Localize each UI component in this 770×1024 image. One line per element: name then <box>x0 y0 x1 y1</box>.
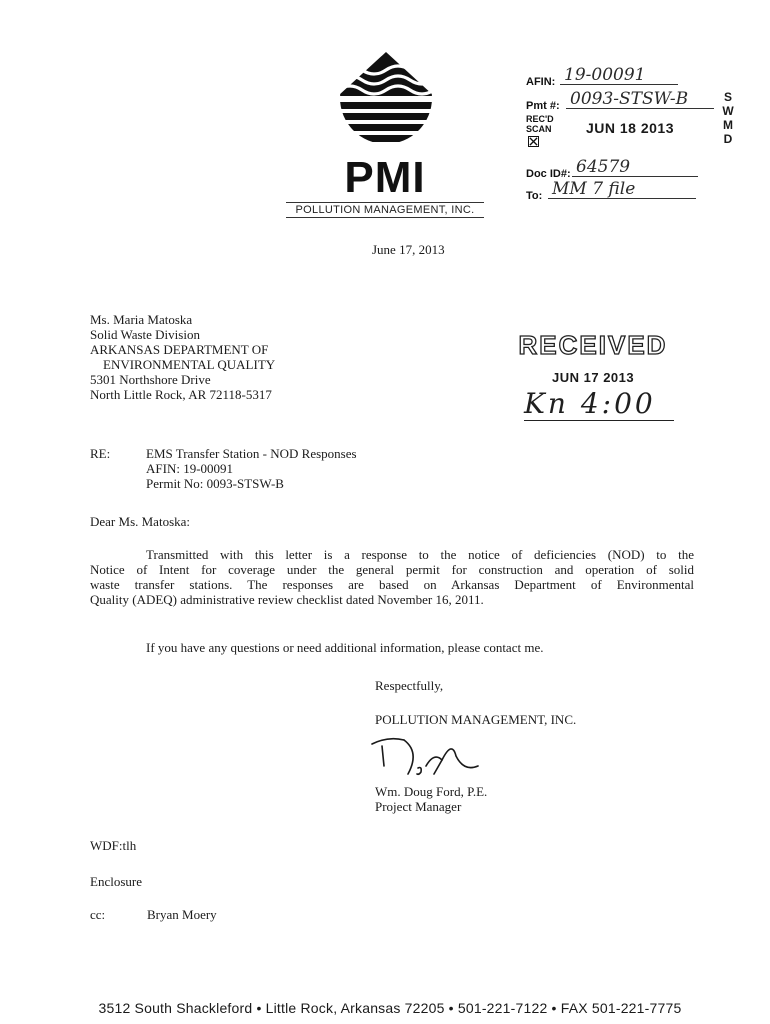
letter-date: June 17, 2013 <box>372 242 445 257</box>
recipient-agency: ARKANSAS DEPARTMENT OF <box>90 342 269 357</box>
received-stamp-date: JUN 17 2013 <box>552 370 635 385</box>
stamp-side-letter: S <box>723 90 732 104</box>
typist-initials: WDF:tlh <box>90 838 137 853</box>
received-stamp <box>508 330 708 430</box>
file-stamp <box>526 65 756 220</box>
recipient-street: 5301 Northshore Drive <box>90 372 211 387</box>
stamp-afin-label: AFIN: <box>526 76 556 88</box>
stamp-recd-row <box>526 114 726 136</box>
recipient-address <box>90 312 275 402</box>
signer-title: Project Manager <box>375 799 462 814</box>
company-name-tagline: POLLUTION MANAGEMENT, INC. <box>286 202 484 218</box>
stamp-to-label: To: <box>526 190 543 202</box>
paragraph-line: Notice of Intent for coverage under the general permit for construction and operation of solid <box>90 562 694 577</box>
signer-block <box>375 784 487 814</box>
pmi-logo-mark-icon <box>338 46 434 156</box>
re-label: RE: <box>90 446 111 461</box>
salutation: Dear Ms. Matoska: <box>90 514 191 529</box>
enclosure-note: Enclosure <box>90 874 142 889</box>
company-logo <box>280 46 490 216</box>
stamp-side-letter: D <box>723 132 733 146</box>
scan-checkbox-icon <box>528 136 539 147</box>
stamp-to-value: MM 7 file <box>548 180 696 199</box>
stamp-afin-row <box>526 65 646 94</box>
paragraph-line: Quality (ADEQ) administrative review checklist dated November 16, 2011. <box>90 592 484 607</box>
stamp-side-letters <box>720 90 736 146</box>
stamp-recd-label: REC'D <box>526 114 554 124</box>
stamp-afin-value: 19-00091 <box>560 66 678 85</box>
re-lines <box>146 446 446 491</box>
received-handwritten-note: Kn 4:00 <box>524 388 674 421</box>
stamp-to-row <box>526 179 636 208</box>
closing: Respectfully, <box>375 678 444 693</box>
signature-icon <box>368 730 488 782</box>
logo-pmi-text: PMI <box>344 153 426 202</box>
re-subject: EMS Transfer Station - NOD Responses <box>146 446 357 461</box>
recipient-division: Solid Waste Division <box>90 327 200 342</box>
body-paragraph-1 <box>90 547 694 607</box>
cc-name: Bryan Moery <box>147 907 217 922</box>
signer-name: Wm. Doug Ford, P.E. <box>375 784 488 799</box>
stamp-docid-label: Doc ID#: <box>526 168 571 180</box>
stamp-permit-label: Pmt #: <box>526 100 560 112</box>
closing-company: POLLUTION MANAGEMENT, INC. <box>375 712 577 727</box>
stamp-side-letter: M <box>723 118 733 132</box>
recipient-name: Ms. Maria Matoska <box>90 312 193 327</box>
body-paragraph-2: If you have any questions or need additional information, please contact me. <box>146 640 544 655</box>
cc-label: cc: <box>90 907 106 922</box>
received-word: RECEIVED <box>518 330 668 360</box>
recipient-city: North Little Rock, AR 72118-5317 <box>90 387 272 402</box>
paragraph-line: waste transfer stations. The responses are based on Arkansas Department of Environmental <box>90 577 694 592</box>
stamp-permit-value: 0093-STSW-B <box>566 90 714 109</box>
paragraph-line: Transmitted with this letter is a response to the notice of deficiencies (NOD) to the <box>146 547 694 562</box>
re-permit: Permit No: 0093-STSW-B <box>146 476 284 491</box>
stamp-side-letter: W <box>722 104 734 118</box>
stamp-scan-label: SCAN <box>526 124 552 134</box>
stamp-received-date: JUN 18 2013 <box>586 120 675 136</box>
recipient-agency-cont: ENVIRONMENTAL QUALITY <box>103 357 276 372</box>
letterhead-footer: 3512 South Shackleford • Little Rock, Arkansas 72205 • 501-221-7122 • FAX 501-221-7775 <box>98 1000 682 1016</box>
stamp-docid-value: 64579 <box>572 158 698 177</box>
re-afin: AFIN: 19-00091 <box>146 461 234 476</box>
